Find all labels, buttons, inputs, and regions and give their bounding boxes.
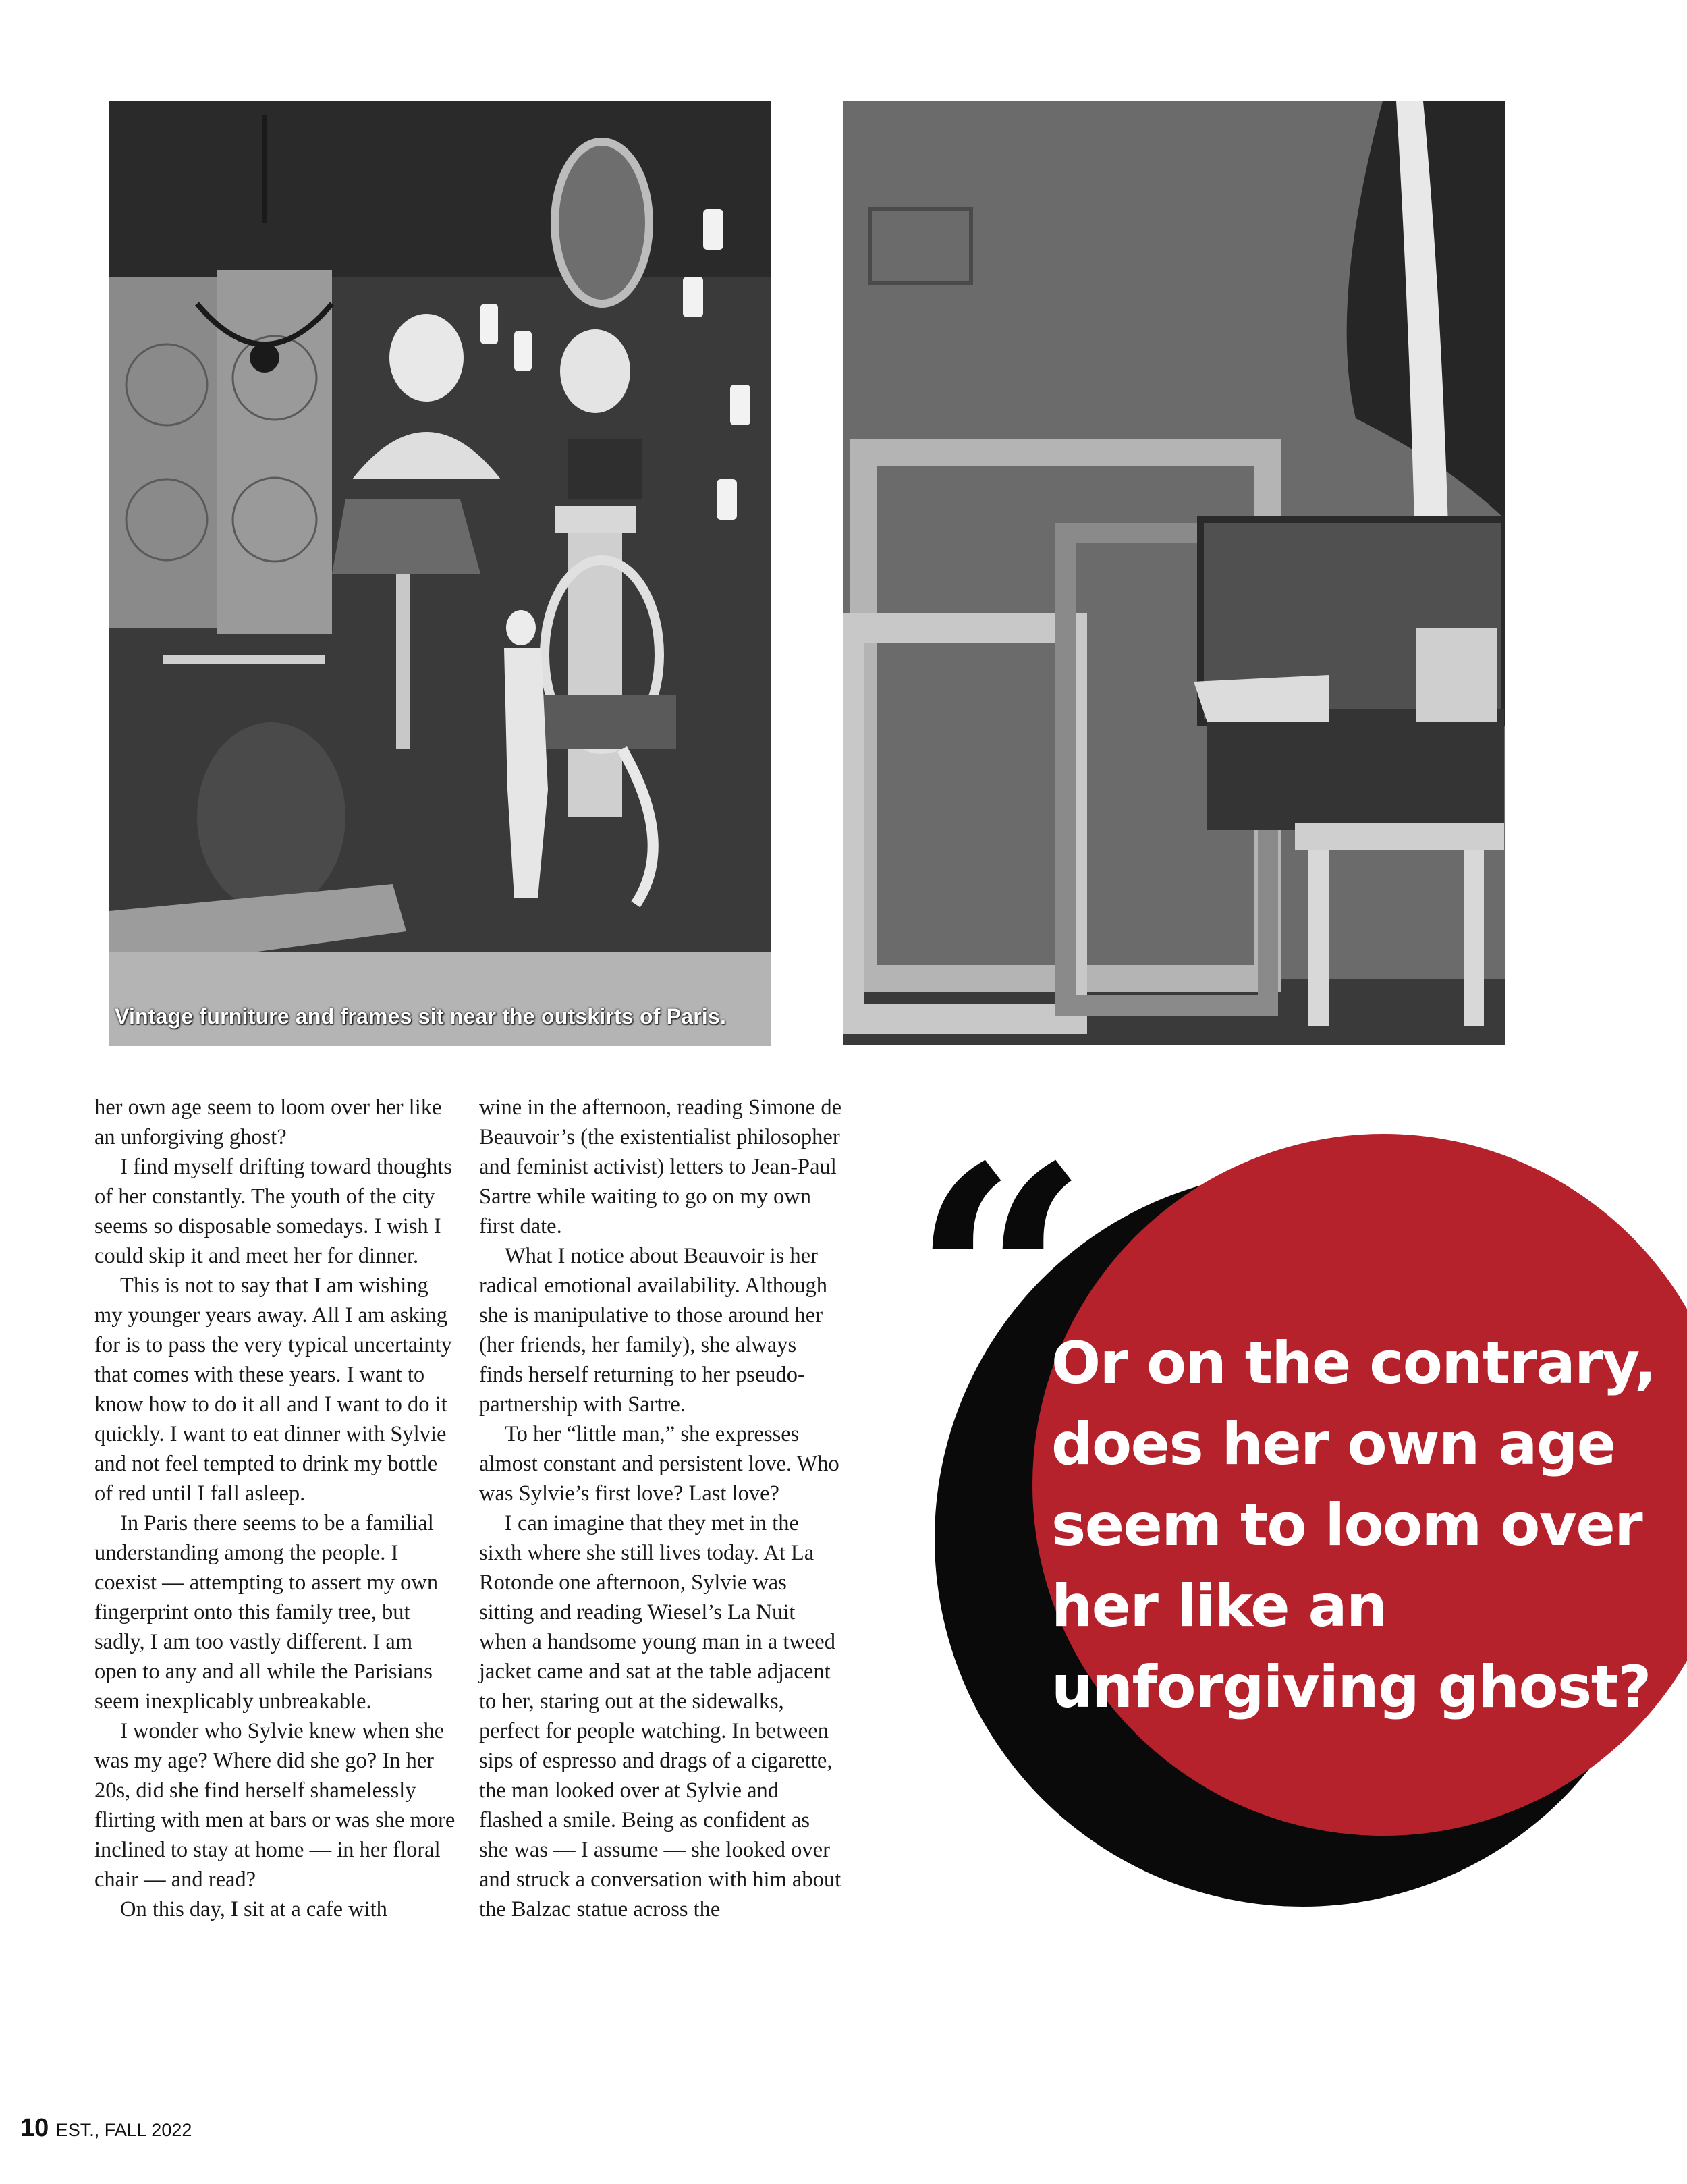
page-footer (20, 2114, 192, 2143)
paragraph: her own age seem to loom over her like an unforgiving ghost? (94, 1095, 442, 1149)
publication-label: EST., FALL 2022 (55, 2120, 192, 2140)
photo-vintage-furniture (109, 101, 771, 1046)
paragraph: In Paris there seems to be a familial understanding among the people. I coexist — attempting to assert my own fingerprint onto this family tree, but sadly, I am too vastly different. I am open to any and all while the Parisians seem inexplicably unbreakable. (94, 1511, 439, 1714)
paragraph: On this day, I sit at a cafe with (120, 1897, 387, 1921)
article-column-2 (479, 1093, 844, 1924)
article-column-1 (94, 1093, 459, 1924)
paragraph: I wonder who Sylvie knew when she was my age? Where did she go? In her 20s, did she find herself shamelessly flirting with men at bars or was she more inclined to stay at home — in her floral chair — and read? (94, 1719, 455, 1892)
paragraph: I find myself drifting toward thoughts of her constantly. The youth of the city seems so disposable somedays. I wish I could skip it and meet her for dinner. (94, 1155, 452, 1268)
quote-mark-icon: “ (911, 1107, 1090, 1464)
photo-caption: Vintage furniture and frames sit near the outskirts of Paris. (115, 1004, 727, 1029)
paragraph: To her “little man,” she expresses almost constant and persistent love. Who was Sylvie’s first love? Last love? (479, 1422, 839, 1506)
paragraph: I can imagine that they met in the sixth where she still lives today. At La Rotonde one afternoon, Sylvie was sitting and reading Wiesel’s La Nuit when a handsome young man in a tweed jacket came and sat at the table adjacent to her, staring out at the sidewalks, perfect for people watching. In between sips of espresso and drags of a cigarette, the man looked over at Sylvie and flashed a smile. Being as confident as she was — I assume — she looked over and struck a conversation with him about the Balzac statue across the (479, 1511, 841, 1921)
paragraph: This is not to say that I am wishing my younger years away. All I am asking for is to pass the very typical uncertainty that comes with these years. I want to know how to do it all and I want to do it quickly. I want to eat dinner with Sylvie and not feel tempted to drink my bottle of red until I fall asleep. (94, 1274, 452, 1506)
photo-picture-frames (843, 101, 1505, 1045)
pullquote-text: Or on the contrary, does her own age seem to loom over her like an unforgiving ghost? (1051, 1330, 1656, 1721)
paragraph: What I notice about Beauvoir is her radical emotional availability. Although she is manipulative to those around her (her friends, her family), she always finds herself returning to her pseudo-partnership with Sartre. (479, 1244, 827, 1417)
page-number: 10 (20, 2114, 49, 2142)
paragraph: wine in the afternoon, reading Simone de Beauvoir’s (the existentialist philosopher and feminist activist) letters to Jean-Paul Sartre while waiting to go on my own first date. (479, 1095, 841, 1238)
